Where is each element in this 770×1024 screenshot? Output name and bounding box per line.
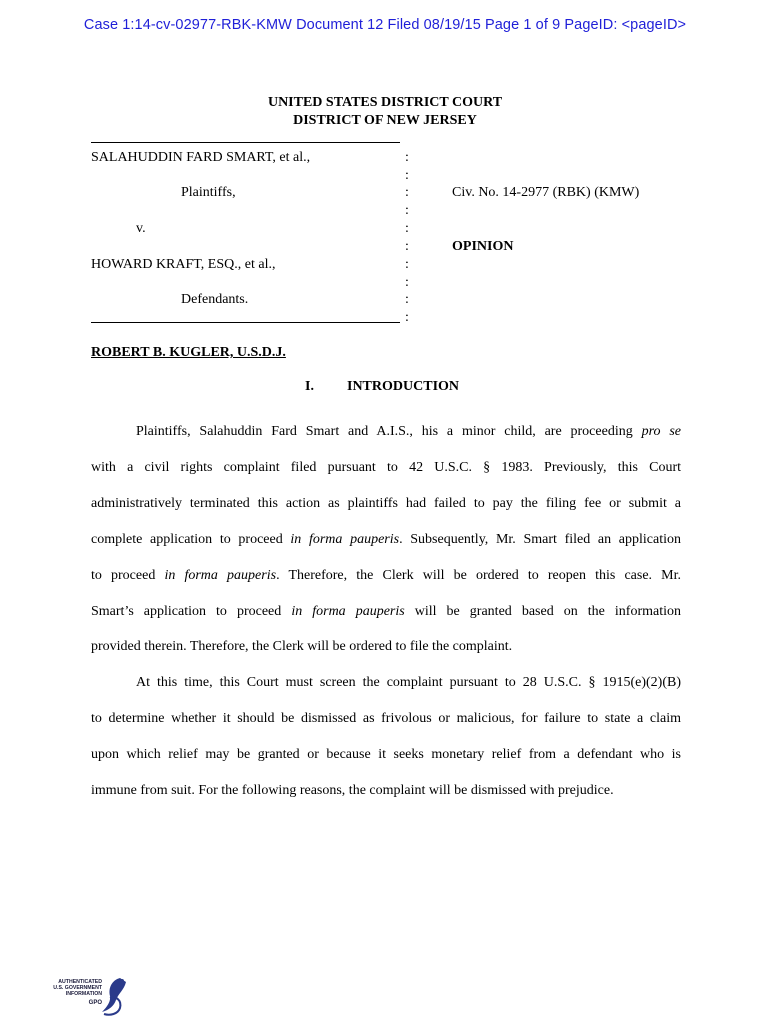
caption-colon: : (405, 221, 409, 236)
document-title: OPINION (452, 239, 514, 254)
court-heading (0, 94, 770, 130)
opinion-body (91, 414, 681, 809)
paragraph-line: with a civil rights complaint filed pursuant to 42 U.S.C. § 1983. Previously, this Court (91, 459, 681, 475)
gpo-mark: GPO (88, 1000, 102, 1006)
defendant-name: HOWARD KRAFT, ESQ., et al., (91, 257, 276, 272)
paragraph-line: administratively terminated this action as plaintiffs had failed to pay the filing fee or submit a (91, 495, 681, 511)
caption-colon: : (405, 292, 409, 307)
defendants-label: Defendants. (181, 292, 249, 307)
plaintiff-name: SALAHUDDIN FARD SMART, et al., (91, 150, 311, 165)
court-district: DISTRICT OF NEW JERSEY (293, 113, 477, 128)
civil-number: Civ. No. 14-2977 (RBK) (KMW) (452, 185, 640, 200)
caption-colon: : (405, 239, 409, 254)
caption-colon: : (405, 168, 409, 183)
judge-name: ROBERT B. KUGLER, U.S.D.J. (91, 345, 286, 360)
paragraph-line: complete application to proceed in forma pauperis. Subsequently, Mr. Smart filed an application (91, 531, 681, 547)
paragraph-line: immune from suit. For the following reasons, the complaint will be dismissed with prejudice. (91, 783, 614, 799)
paragraph-line: provided therein. Therefore, the Clerk will be ordered to file the complaint. (91, 639, 513, 655)
section-title: INTRODUCTION (347, 379, 460, 394)
caption-colon: : (405, 185, 409, 200)
case-header: Case 1:14-cv-02977-RBK-KMW Document 12 Filed 08/19/15 Page 1 of 9 PageID: <pageID> (83, 17, 687, 33)
caption-colon: : (405, 257, 409, 272)
court-name: UNITED STATES DISTRICT COURT (267, 95, 503, 110)
caption-colon: : (405, 310, 409, 325)
paragraph-line: to determine whether it should be dismissed as frivolous or malicious, for failure to state a claim (91, 711, 681, 727)
section-number: I. (305, 379, 314, 394)
paragraph-line: Plaintiffs, Salahuddin Fard Smart and A.I.S., his a minor child, are proceeding pro se (136, 424, 681, 439)
caption-top-rule (91, 142, 400, 143)
paragraph-line: to proceed in forma pauperis. Therefore, the Clerk will be ordered to reopen this case. Mr. (91, 567, 681, 583)
caption-colon: : (405, 150, 409, 165)
caption-colon: : (405, 275, 409, 290)
paragraph-line: At this time, this Court must screen the complaint pursuant to 28 U.S.C. § 1915(e)(2)(B) (136, 675, 681, 691)
paragraph-line: Smart’s application to proceed in forma pauperis will be granted based on the information (91, 603, 681, 619)
gpo-authentication-seal (46, 974, 136, 1018)
eagle-icon (100, 974, 130, 1018)
paragraph-line: upon which relief may be granted or because it seeks monetary relief from a defendant who is (91, 747, 681, 763)
versus-label: v. (136, 221, 146, 236)
plaintiffs-label: Plaintiffs, (181, 185, 236, 200)
caption-bottom-rule (91, 322, 400, 323)
paragraph (91, 414, 681, 450)
caption-colon: : (405, 203, 409, 218)
paragraph (91, 665, 681, 701)
gpo-seal-text: AUTHENTICATED U.S. GOVERNMENT INFORMATION (53, 979, 102, 997)
